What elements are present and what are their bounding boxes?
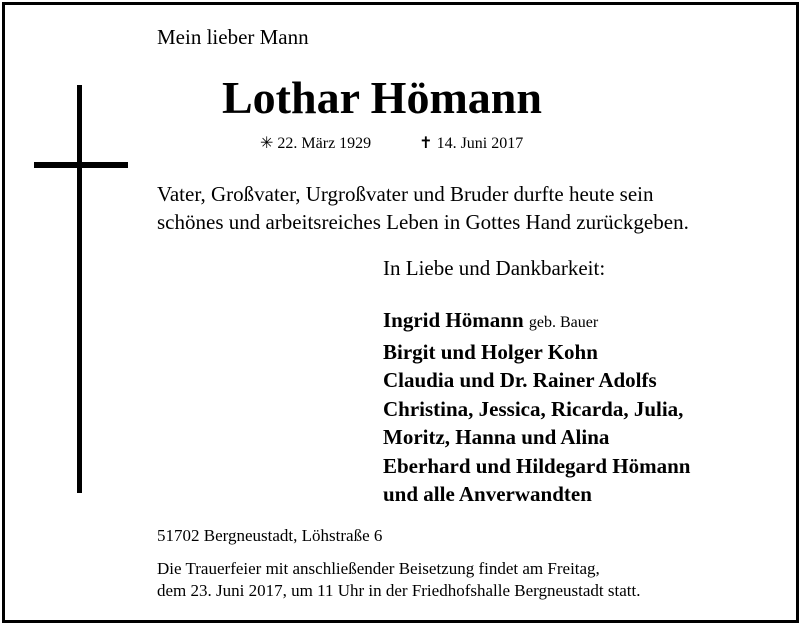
mourner-line (383, 306, 690, 338)
service-info (157, 558, 641, 602)
cross-vertical-bar (77, 85, 82, 493)
service-line: dem 23. Juni 2017, um 11 Uhr in der Friedhofshalle Bergneustadt statt. (157, 581, 641, 600)
cross-horizontal-bar (34, 162, 128, 168)
deceased-name: Lothar Hömann (222, 72, 542, 123)
birth-date: 22. März 1929 (277, 135, 372, 152)
mourners-list (383, 306, 690, 509)
mourner-first-note: geb. Bauer (528, 314, 599, 331)
mourner-first-name: Ingrid Hömann (383, 308, 524, 332)
main-text-line: Vater, Großvater, Urgroßvater und Bruder durfte heute sein (157, 182, 654, 206)
mourner-line: Christina, Jessica, Ricarda, Julia, (383, 396, 684, 421)
mourner-line: Eberhard und Hildegard Hömann (383, 453, 691, 478)
life-dates (260, 133, 523, 153)
birth-star-icon: ✳ (260, 135, 274, 152)
mourner-line: Claudia und Dr. Rainer Adolfs (383, 368, 657, 392)
address-line: 51702 Bergneustadt, Löhstraße 6 (157, 526, 383, 545)
main-text (157, 180, 689, 236)
mourner-line: Birgit und Holger Kohn (383, 339, 598, 364)
death-cross-icon: ✝ (419, 135, 433, 152)
mourner-line: Moritz, Hanna und Alina (383, 425, 610, 449)
mourner-line: und alle Anverwandten (383, 482, 592, 506)
death-date: 14. Juni 2017 (436, 135, 524, 152)
service-line: Die Trauerfeier mit anschließender Beisetzung findet am Freitag, (157, 559, 600, 578)
intro-line: Mein lieber Mann (157, 25, 309, 49)
love-line: In Liebe und Dankbarkeit: (383, 256, 606, 280)
main-text-line: schönes und arbeitsreiches Leben in Gottes Hand zurückgeben. (157, 210, 689, 234)
